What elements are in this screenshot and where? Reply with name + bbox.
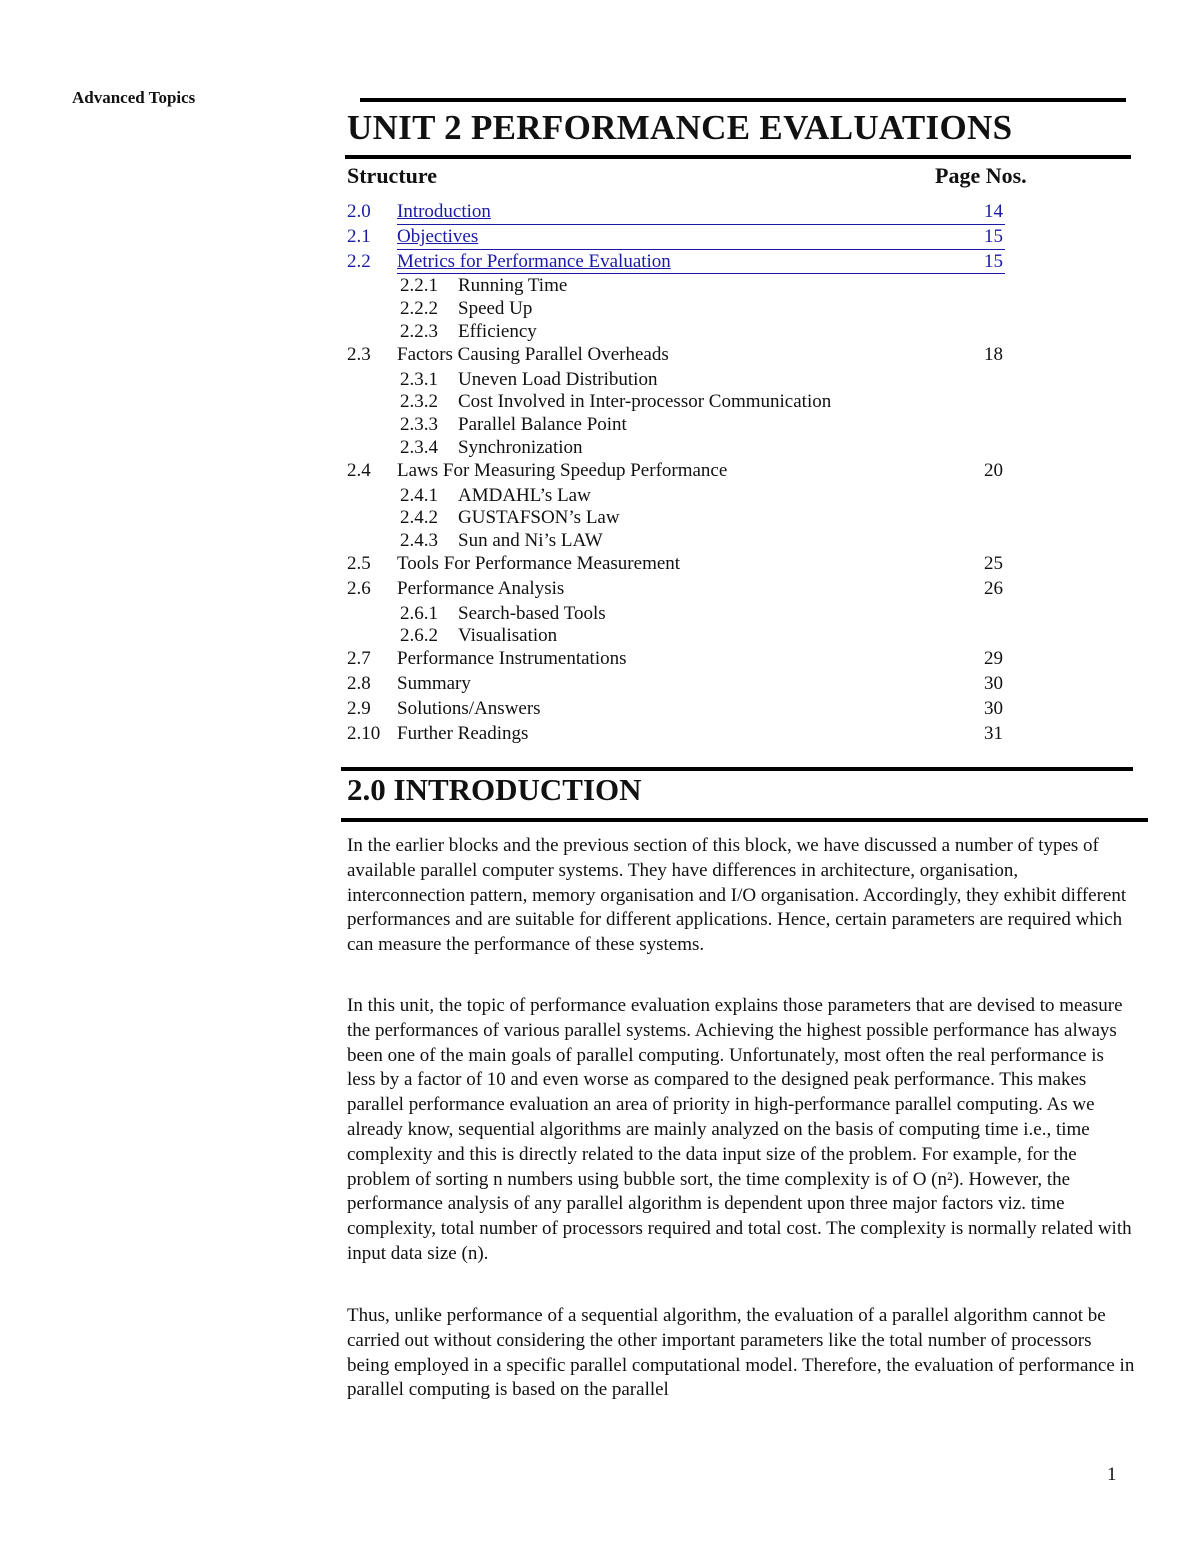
toc-link-underline [397, 249, 1005, 250]
toc-subsection-row [347, 391, 1017, 414]
toc-number: 2.4.3 [400, 530, 438, 552]
toc-number: 2.3.4 [400, 436, 438, 458]
toc-link-underline [397, 224, 1005, 225]
toc-title: Speed Up [458, 298, 533, 320]
toc-page-number: 20 [984, 459, 1003, 481]
toc-title: Uneven Load Distribution [458, 368, 658, 390]
section-bottom-rule [341, 818, 1148, 822]
toc-number: 2.9 [347, 697, 371, 719]
toc-title[interactable]: Metrics for Performance Evaluation [397, 250, 671, 272]
toc-number: 2.3.3 [400, 414, 438, 436]
paragraph-1: In the earlier blocks and the previous section of this block, we have discussed a number of types of available parallel computer systems. They have differences in architecture, organisation, interconnection pattern, memory organisation and I/O organisation. Accordingly, they exhibit different performances and are suitable for different applications. Hence, certain parameters are required which can measure the performance of these systems. [347, 835, 1127, 956]
toc-subsection-row [347, 625, 1017, 648]
toc-subsection-row [347, 437, 1017, 460]
toc-title[interactable]: Objectives [397, 225, 479, 247]
toc-title: Performance Analysis [397, 577, 565, 599]
toc-title: Efficiency [458, 320, 537, 342]
toc-number: 2.6.1 [400, 602, 438, 624]
paragraph-3: Thus, unlike performance of a sequential algorithm, the evaluation of a parallel algorithm cannot be carried out without considering the other important parameters like the total number of processors being employed in a specific parallel computational model. Therefore, the evaluation of performance in parallel computing is based on the parallel [347, 1305, 1135, 1401]
page-nos-label: Page Nos. [935, 163, 1027, 188]
toc-subsection-row [347, 275, 1017, 298]
toc-title: Further Readings [397, 722, 529, 744]
toc-section-row [347, 648, 1017, 673]
toc-number: 2.0 [347, 201, 371, 222]
toc-title: Visualisation [458, 625, 558, 647]
title-underline-rule [345, 155, 1131, 159]
toc-number: 2.2.1 [400, 275, 438, 297]
toc-number: 2.4.1 [400, 484, 438, 506]
toc-page-number: 30 [984, 697, 1003, 719]
toc-page-number[interactable]: 15 [984, 225, 1003, 247]
toc-title: Laws For Measuring Speedup Performance [397, 459, 728, 481]
toc-number: 2.6 [347, 577, 371, 599]
toc-title: Solutions/Answers [397, 697, 541, 719]
toc-number: 2.3.1 [400, 368, 438, 390]
toc-page-number: 29 [984, 648, 1003, 670]
toc-page-number: 31 [984, 722, 1003, 744]
toc-section-row [347, 578, 1017, 603]
top-rule [360, 98, 1126, 102]
toc-subsection-row [347, 298, 1017, 321]
toc-link-row[interactable] [347, 251, 1017, 276]
toc-title: Sun and Ni’s LAW [458, 530, 603, 552]
paragraph-2: In this unit, the topic of performance evaluation explains those parameters that are devised to measure the performances of various parallel systems. Achieving the highest possible performance has always been one of the main goals of parallel computing. Unfortunately, most often the real performance is less by a factor of 10 and even worse as compared to the designed peak performance. This makes parallel performance evaluation an area of priority in high-performance parallel computing. As we already know, sequential algorithms are mainly analyzed on the basis of computing time i.e., time complexity and this is directly related to the data input size of the problem. For example, for the problem of sorting n numbers using bubble sort, the time complexity is of O (n²). However, the performance analysis of any parallel algorithm is dependent upon three major factors viz. time complexity, total number of processors required and total cost. The complexity is normally related with input data size (n). [347, 995, 1132, 1264]
toc-number: 2.7 [347, 648, 371, 670]
toc-link-row[interactable] [347, 226, 1017, 251]
toc-title: Performance Instrumentations [397, 648, 627, 670]
toc-subsection-row [347, 414, 1017, 437]
toc-number: 2.4 [347, 459, 371, 481]
toc-number: 2.1 [347, 225, 371, 247]
toc-link-row[interactable] [347, 201, 1017, 226]
toc-number: 2.5 [347, 552, 371, 574]
toc-page-number[interactable]: 14 [984, 201, 1003, 222]
toc-page-number: 26 [984, 577, 1003, 599]
toc-number: 2.10 [347, 722, 381, 744]
section-top-rule [341, 767, 1133, 771]
toc-number: 2.2 [347, 250, 371, 272]
table-of-contents [347, 201, 1017, 747]
toc-number: 2.6.2 [400, 625, 438, 647]
toc-title: Cost Involved in Inter-processor Communication [458, 391, 832, 413]
toc-section-row [347, 553, 1017, 578]
toc-title: Summary [397, 672, 471, 694]
toc-number: 2.4.2 [400, 507, 438, 529]
toc-section-row [347, 673, 1017, 698]
toc-page-number[interactable]: 15 [984, 250, 1003, 272]
toc-title: AMDAHL’s Law [458, 484, 591, 506]
toc-number: 2.3 [347, 343, 371, 365]
toc-section-row [347, 698, 1017, 723]
toc-title: Factors Causing Parallel Overheads [397, 343, 669, 365]
toc-title: GUSTAFSON’s Law [458, 507, 620, 529]
toc-title: Search-based Tools [458, 602, 606, 624]
toc-page-number: 25 [984, 552, 1003, 574]
toc-section-row [347, 344, 1017, 369]
toc-title: Synchronization [458, 436, 583, 458]
toc-title[interactable]: Introduction [397, 201, 491, 222]
toc-section-row [347, 460, 1017, 485]
toc-subsection-row [347, 485, 1017, 508]
toc-subsection-row [347, 369, 1017, 392]
page-number: 1 [1107, 1464, 1117, 1485]
unit-title: UNIT 2 PERFORMANCE EVALUATIONS [347, 108, 1013, 147]
toc-page-number: 30 [984, 672, 1003, 694]
toc-number: 2.2.3 [400, 320, 438, 342]
toc-subsection-row [347, 530, 1017, 553]
toc-subsection-row [347, 321, 1017, 344]
toc-subsection-row [347, 603, 1017, 626]
toc-number: 2.3.2 [400, 391, 438, 413]
toc-page-number: 18 [984, 343, 1003, 365]
running-head: Advanced Topics [72, 88, 196, 107]
toc-subsection-row [347, 507, 1017, 530]
toc-title: Tools For Performance Measurement [397, 552, 681, 574]
toc-section-row [347, 723, 1017, 748]
toc-number: 2.2.2 [400, 298, 438, 320]
section-title: 2.0 INTRODUCTION [347, 772, 642, 807]
toc-title: Running Time [458, 275, 568, 297]
structure-label: Structure [347, 163, 438, 188]
toc-number: 2.8 [347, 672, 371, 694]
toc-link-underline [397, 273, 1005, 274]
toc-title: Parallel Balance Point [458, 414, 627, 436]
